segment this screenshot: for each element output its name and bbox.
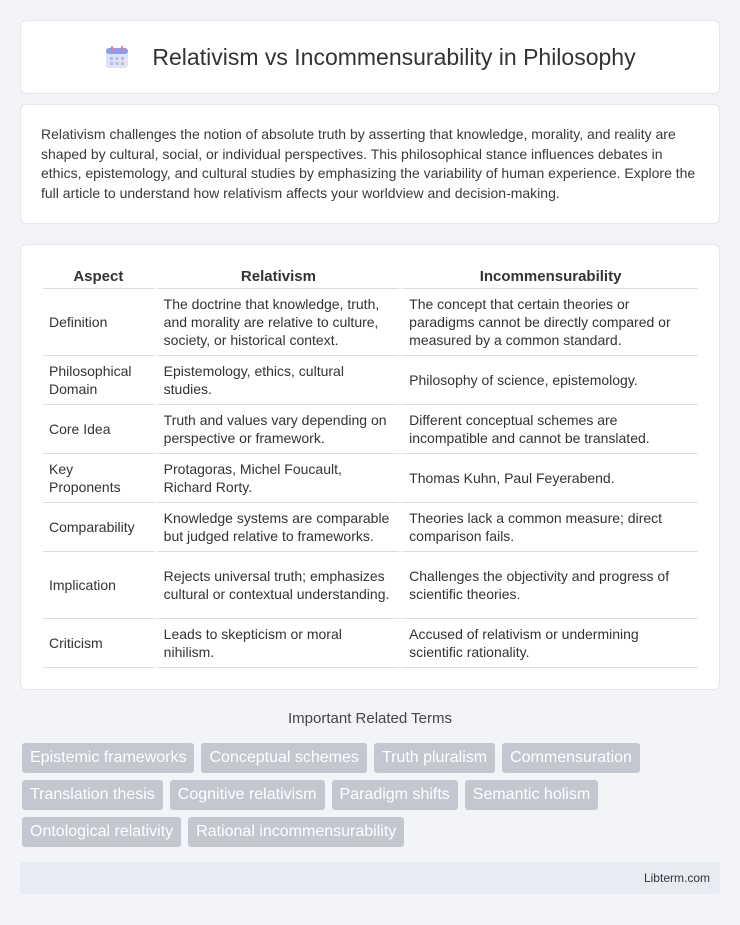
cell-incommensurability: Theories lack a common measure; direct comparison fails.: [399, 503, 698, 552]
calendar-icon: [104, 44, 130, 70]
related-term-tag[interactable]: Rational incommensurability: [188, 817, 404, 847]
related-term-tag[interactable]: Truth pluralism: [374, 743, 495, 773]
related-terms-title: Important Related Terms: [288, 710, 452, 727]
related-term-tag[interactable]: Conceptual schemes: [201, 743, 366, 773]
header-aspect: Aspect: [43, 265, 154, 289]
cell-relativism: Knowledge systems are comparable but judged relative to frameworks.: [154, 503, 399, 552]
cell-incommensurability: Philosophy of science, epistemology.: [399, 356, 698, 405]
comparison-table: [43, 265, 698, 668]
cell-aspect: Comparability: [43, 503, 154, 552]
table-row: [43, 405, 698, 454]
cell-relativism: Protagoras, Michel Foucault, Richard Rorty.: [154, 454, 399, 503]
cell-relativism: The doctrine that knowledge, truth, and morality are relative to culture, society, or historical context.: [154, 289, 399, 356]
page-title: Relativism vs Incommensurability in Philosophy: [152, 43, 636, 70]
cell-aspect: Philosophical Domain: [43, 356, 154, 405]
related-term-tag[interactable]: Ontological relativity: [22, 817, 181, 847]
related-term-tag[interactable]: Semantic holism: [465, 780, 598, 810]
footer-site-link[interactable]: Libterm.com: [643, 871, 710, 885]
related-term-tag[interactable]: Cognitive relativism: [170, 780, 325, 810]
related-term-tag[interactable]: Translation thesis: [22, 780, 163, 810]
table-row: [43, 356, 698, 405]
related-term-tag[interactable]: Paradigm shifts: [332, 780, 458, 810]
cell-incommensurability: The concept that certain theories or paradigms cannot be directly compared or measured by a common standard.: [399, 289, 698, 356]
cell-aspect: Definition: [43, 289, 154, 356]
cell-aspect: Criticism: [43, 619, 154, 668]
intro-card: [20, 104, 720, 224]
header-relativism: Relativism: [154, 265, 399, 289]
table-row: [43, 552, 698, 619]
cell-incommensurability: Different conceptual schemes are incompatible and cannot be translated.: [399, 405, 698, 454]
cell-aspect: Implication: [43, 552, 154, 619]
header-card: [20, 20, 720, 94]
related-term-tag[interactable]: Commensuration: [502, 743, 640, 773]
table-row: [43, 619, 698, 668]
table-row: [43, 454, 698, 503]
intro-text: Relativism challenges the notion of absolute truth by asserting that knowledge, morality, and reality are shaped by cultural, social, or individual perspectives. This philosophical stance influences debates in ethics, epistemology, and cultural studies by emphasizing the variability of human experience. Explore the full article to understand how relativism affects your worldview and decision-making.: [41, 126, 696, 201]
header-incommensurability: Incommensurability: [399, 265, 698, 289]
cell-incommensurability: Accused of relativism or undermining scientific rationality.: [399, 619, 698, 668]
cell-relativism: Rejects universal truth; emphasizes cultural or contextual understanding.: [154, 552, 399, 619]
cell-aspect: Core Idea: [43, 405, 154, 454]
cell-aspect: Key Proponents: [43, 454, 154, 503]
footer: [20, 862, 720, 894]
table-header-row: [43, 265, 698, 289]
table-row: [43, 289, 698, 356]
cell-relativism: Epistemology, ethics, cultural studies.: [154, 356, 399, 405]
cell-incommensurability: Challenges the objectivity and progress of scientific theories.: [399, 552, 698, 619]
related-terms-list: [22, 743, 722, 847]
related-term-tag[interactable]: Epistemic frameworks: [22, 743, 194, 773]
cell-relativism: Leads to skepticism or moral nihilism.: [154, 619, 399, 668]
comparison-card: [20, 244, 720, 690]
cell-incommensurability: Thomas Kuhn, Paul Feyerabend.: [399, 454, 698, 503]
cell-relativism: Truth and values vary depending on perspective or framework.: [154, 405, 399, 454]
table-row: [43, 503, 698, 552]
